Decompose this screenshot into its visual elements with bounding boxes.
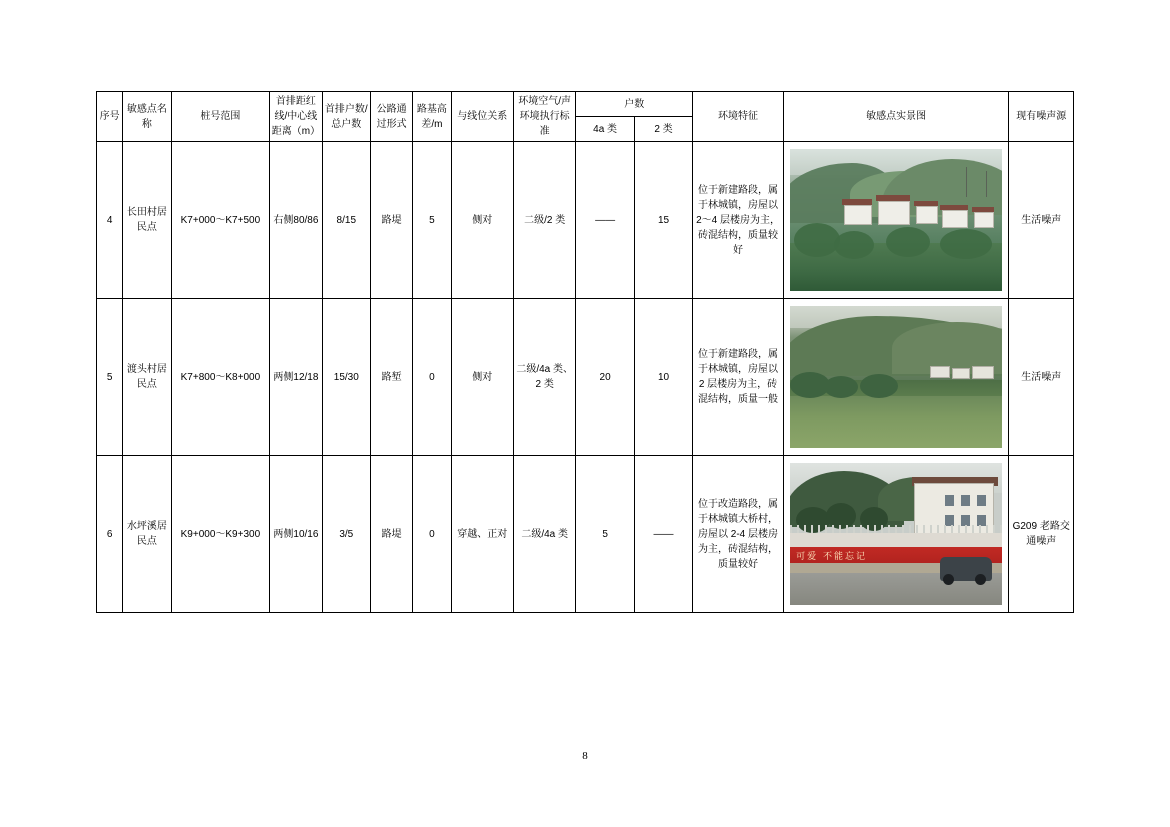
photo-house (878, 201, 910, 225)
header-distance: 首排距红线/中心线距离（m） (270, 92, 322, 142)
cell-standard: 二级/4a 类、2 类 (513, 299, 575, 456)
cell-standard: 二级/4a 类 (513, 456, 575, 613)
cell-road-form: 路堤 (370, 456, 412, 613)
cell-name: 长田村居民点 (123, 142, 171, 299)
site-photo-image (790, 149, 1002, 291)
photo-utility-pole (986, 171, 987, 197)
photo-window (961, 495, 970, 506)
header-standard: 环境空气/声环境执行标准 (513, 92, 575, 142)
cell-households-2: —— (634, 456, 692, 613)
cell-noise-source: 生活噪声 (1009, 299, 1074, 456)
header-households-first: 首排户数/总户数 (322, 92, 370, 142)
header-photo: 敏感点实景图 (783, 92, 1009, 142)
site-photo-image (790, 463, 1002, 605)
cell-features: 位于新建路段，属于林城镇，房屋以 2～4 层楼房为主，砖混结构，质量较好 (693, 142, 784, 299)
page-number: 8 (582, 750, 588, 762)
cell-seq: 4 (97, 142, 123, 299)
site-photo-image (790, 306, 1002, 448)
cell-road-form: 路堑 (370, 299, 412, 456)
cell-name: 水坪溪居民点 (123, 456, 171, 613)
cell-elevation: 0 (413, 299, 451, 456)
photo-house (952, 368, 970, 379)
cell-households-4a: 5 (576, 456, 634, 613)
cell-stake: K7+000～K7+500 (171, 142, 270, 299)
photo-house (974, 212, 994, 228)
header-features: 环境特征 (693, 92, 784, 142)
cell-features: 位于改造路段，属于林城镇大桥村，房屋以 2-4 层楼房为主，砖混结构，质量较好 (693, 456, 784, 613)
table-row (97, 142, 1074, 299)
cell-seq: 5 (97, 299, 123, 456)
cell-distance: 右侧80/86 (270, 142, 322, 299)
cell-distance: 两侧10/16 (270, 456, 322, 613)
cell-elevation: 5 (413, 142, 451, 299)
photo-bush (886, 227, 930, 257)
header-road-form: 公路通过形式 (370, 92, 412, 142)
photo-bush (794, 223, 840, 257)
photo-house (844, 205, 872, 225)
header-elevation: 路基高差/m (413, 92, 451, 142)
photo-window (977, 495, 986, 506)
photo-house (942, 210, 968, 228)
cell-households-4a: —— (576, 142, 634, 299)
cell-distance: 两侧12/18 (270, 299, 322, 456)
table-row (97, 456, 1074, 613)
sensitive-points-table (96, 91, 1074, 613)
photo-house (916, 206, 938, 224)
cell-relation: 侧对 (451, 299, 513, 456)
cell-elevation: 0 (413, 456, 451, 613)
header-name: 敏感点名称 (123, 92, 171, 142)
cell-features: 位于新建路段，属于林城镇，房屋以 2 层楼房为主，砖混结构，质量一般 (693, 299, 784, 456)
photo-shrub (824, 376, 858, 398)
cell-stake: K7+800～K8+000 (171, 299, 270, 456)
cell-households-2: 15 (634, 142, 692, 299)
photo-pond (790, 396, 1002, 448)
photo-shrub (860, 374, 898, 398)
cell-relation: 侧对 (451, 142, 513, 299)
table-row (97, 299, 1074, 456)
cell-seq: 6 (97, 456, 123, 613)
photo-house (930, 366, 950, 378)
cell-households-first: 8/15 (322, 142, 370, 299)
header-households-2: 2 类 (634, 117, 692, 142)
cell-households-4a: 20 (576, 299, 634, 456)
cell-noise-source: G209 老路交通噪声 (1009, 456, 1074, 613)
header-relation: 与线位关系 (451, 92, 513, 142)
photo-bush (940, 229, 992, 259)
photo-window (945, 495, 954, 506)
header-households-4a: 4a 类 (576, 117, 634, 142)
cell-road-form: 路堤 (370, 142, 412, 299)
cell-households-2: 10 (634, 299, 692, 456)
header-seq: 序号 (97, 92, 123, 142)
header-households-group: 户数 (576, 92, 693, 117)
cell-stake: K9+000～K9+300 (171, 456, 270, 613)
photo-banner-text: 可爱 不能忘记 (796, 552, 868, 562)
cell-relation: 穿越、正对 (451, 456, 513, 613)
header-stake: 桩号范围 (171, 92, 270, 142)
photo-bush (834, 231, 874, 259)
cell-photo (783, 142, 1009, 299)
cell-households-first: 3/5 (322, 456, 370, 613)
cell-photo (783, 456, 1009, 613)
cell-noise-source: 生活噪声 (1009, 142, 1074, 299)
cell-households-first: 15/30 (322, 299, 370, 456)
photo-house (972, 366, 994, 379)
table-header-row (97, 92, 1074, 117)
header-noise-source: 现有噪声源 (1009, 92, 1074, 142)
cell-standard: 二级/2 类 (513, 142, 575, 299)
photo-utility-pole (966, 167, 967, 197)
photo-wall-upper (790, 533, 1002, 547)
cell-photo (783, 299, 1009, 456)
cell-name: 渡头村居民点 (123, 299, 171, 456)
